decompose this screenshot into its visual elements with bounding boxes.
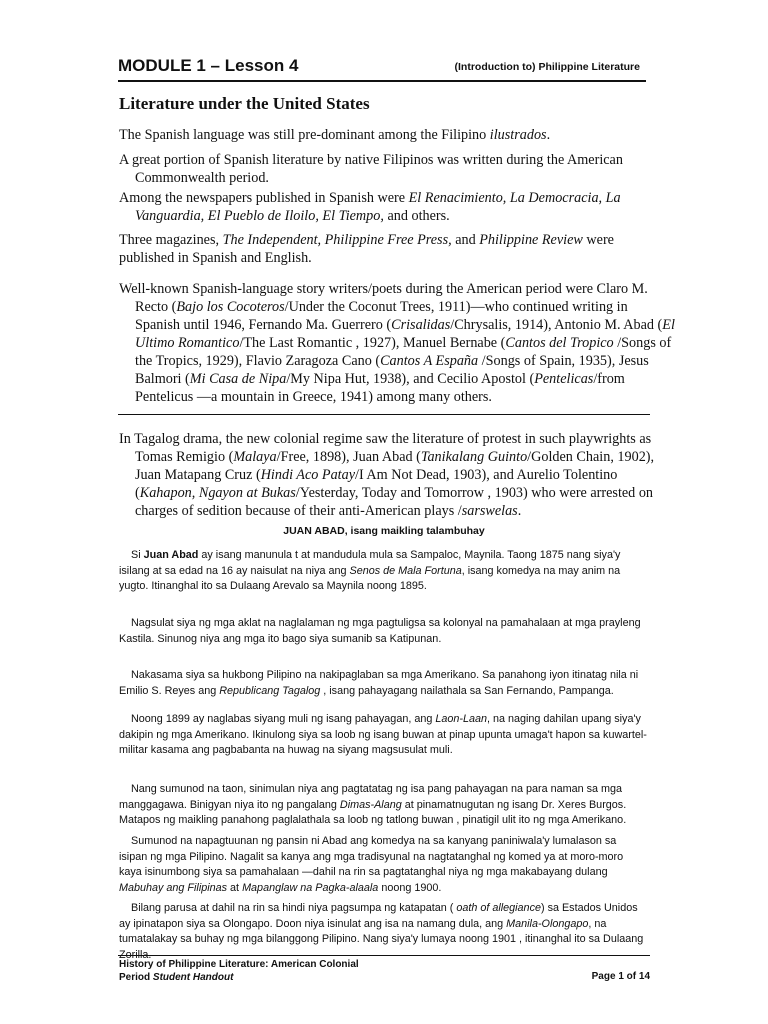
text-run: Nakasama siya sa hukbong Pilipino na nakipaglaban sa mga Amerikano. Sa panahong iyon itinatag nila ni Emilio S. Reyes ang [119, 669, 639, 697]
text-run-italic: Senos de Mala Fortuna [349, 564, 462, 577]
text-run: and others. [383, 208, 450, 224]
bio-paragraph [119, 712, 647, 759]
bio-paragraph [119, 668, 647, 699]
bio-paragraph [119, 548, 647, 595]
text-run: In Tagalog drama, the new colonial regime saw the literature of protest in such playwrights as Tomas Remigio ( [119, 431, 652, 465]
text-run: The Spanish language was still pre-dominant among the Filipino [119, 127, 490, 143]
text-run: Nagsulat siya ng mga aklat na naglalaman ng mga pagtuligsa sa kolonyal na pamahalaan at mga prayleng Kastila. Sinunog niya ang mga ito bago siya sumanib sa Katipunan. [119, 617, 641, 645]
text-run: /Songs of the Tropics, 1929), Flavio Zaragoza Cano ( [135, 335, 672, 369]
text-run-italic: Student Handout [152, 972, 234, 983]
text-run-italic: Manila-Olongapo [506, 917, 589, 930]
page-header [118, 54, 646, 82]
text-run: Nang sumunod na taon, sinimulan niya ang pagtatatag ng isa pang pahayagan na para naman sa mga manggagawa. Binigyan niya ito ng pangalang [119, 783, 623, 811]
text-run-italic: El Ultimo Romantico [135, 317, 675, 351]
subject-label: (Introduction to) Philippine Literature [454, 61, 640, 73]
text-run: ) sa Estados Unidos ay ipinatapon siya sa Olongapo. Doon niya isinulat ang isa na namang dula, ang [119, 902, 638, 930]
text-run: /Yesterday, Today and Tomorrow , 1903) who were arrested on charges of sedition because of their anti-American plays / [135, 485, 654, 519]
text-run: Period [119, 972, 153, 983]
text-run: Si [131, 549, 144, 561]
text-run: Among the newspapers published in Spanish were [119, 190, 409, 206]
text-run-italic: ilustrados [489, 127, 547, 143]
text-run-italic: El Renacimiento, La Democracia, La Vanguardia, El Pueblo de Iloilo, El Tiempo, [135, 190, 621, 224]
text-run: /Songs of Spain, 1935), Jesus Balmori ( [135, 353, 649, 387]
text-run: , isang pahayagang nailathala sa San Fernando, Pampanga. [320, 684, 614, 697]
text-run: , na naging dahilan upang siya'y dakipin ng mga Amerikano. Ikinulong siya sa loob ng isang buwan at pinap upunta umaga't hapon sa kuwartel-militar kasama ang pagbabanta na huwag na siyang magsusulat muli. [119, 713, 647, 756]
text-run: at pinamatnugutan ng isang Dr. Xeres Burgos. Matapos ng maikling panahong paglalathala sa loob ng tatlong buwan , pinatigil ulit ito ng mga Amerikano. [119, 798, 627, 826]
text-run: Sumunod na napagtuunan ng pansin ni Abad ang komedya na sa kanyang paniniwala'y lumalason sa isipan ng mga Pilipino. Nagalit sa kanya ang mga tradisyunal na nagtatanghal ng komed ya at moro-moro kaya isinumbong siya sa pamahalaan —dahil na rin sa pagtatanghal niya ng mga makabayang dulang [119, 835, 624, 878]
footer-line-2 [119, 971, 419, 984]
text-run: were published in Spanish and English. [119, 232, 614, 266]
text-run-italic: sarswelas [461, 503, 518, 519]
bio-paragraph [119, 834, 647, 896]
text-run-italic: Kahapon, Ngayon at Bukas [139, 485, 296, 501]
text-run-italic: oath of allegiance [456, 902, 541, 914]
text-run: /Free, 1898), Juan Abad ( [276, 449, 421, 465]
text-run: Well-known Spanish-language story writers/poets during the American period were Claro M. Recto ( [119, 281, 648, 315]
text-run: /Chrysalis, 1914), Antonio M. Abad ( [450, 317, 663, 333]
text-run-italic: Mi Casa de Nipa [189, 371, 287, 387]
text-run: /Golden Chain, 1902), Juan Matapang Cruz ( [135, 449, 655, 483]
text-run-italic: Tanikalang Guinto [420, 449, 528, 465]
text-run-italic: Cantos del Tropico [505, 335, 614, 351]
text-run-italic: Mapanglaw na Pagka-alaala [242, 881, 379, 894]
text-run: Three magazines, [119, 232, 223, 248]
text-run-italic: Mabuhay ang Filipinas [119, 881, 228, 894]
footer-line-1: History of Philippine Literature: American Colonial [119, 959, 359, 970]
text-run: /I Am Not Dead, 1903), and Aurelio Tolentino ( [135, 467, 618, 501]
text-run-italic: Republicang Tagalog [219, 684, 321, 697]
text-run-italic: Malaya [233, 449, 277, 465]
text-run-italic: Hindi Aco Patay [260, 467, 355, 483]
text-run-italic: Cantos A España [380, 353, 479, 369]
paragraph-magazines [119, 231, 659, 267]
bio-paragraph [119, 782, 647, 829]
bio-paragraph [119, 616, 647, 647]
text-run: and [451, 232, 480, 248]
text-run: . [517, 503, 522, 519]
footer-course-title [119, 958, 419, 984]
paragraph-tagalog-drama [119, 430, 675, 520]
footer-divider [118, 955, 650, 956]
text-run-italic: Bajo los Cocoteros [176, 299, 285, 315]
section-title: Literature under the United States [119, 94, 370, 113]
text-run: , na tumatalakay sa buhay ng mga bilanggong Pilipino. Nang siya'y lumaya noong 1901 , itinanghal ito sa Dulaang Zorilla. [119, 917, 644, 961]
section-divider [118, 414, 650, 415]
paragraph-ilustrados [119, 126, 659, 144]
text-run-italic: Philippine Review [479, 232, 583, 248]
text-run-italic: Laon-Laan [435, 713, 487, 725]
text-run: ay isang manunula t at mandudula mula sa Sampaloc, Maynila. Taong 1875 nang siya'y isilang at sa edad na 16 ay naisulat na niya ang [119, 549, 621, 577]
text-run: , isang komedya na may anim na yugto. Itinanghal ito sa Dulaang Arevalo sa Maynila noong 1895. [119, 564, 621, 592]
text-run: Bilang parusa at dahil na rin sa hindi niya pagsumpa ng katapatan ( [131, 902, 457, 914]
text-run-italic: Dimas-Alang [339, 798, 402, 811]
paragraph-commonwealth: A great portion of Spanish literature by native Filipinos was written during the American Commonwealth period. [119, 152, 623, 186]
paragraph-newspapers [119, 189, 675, 225]
bio-title: JUAN ABAD, isang maikling talambuhay [283, 525, 485, 537]
bio-paragraph [119, 901, 647, 963]
text-run: /My Nipa Hut, 1938), and Cecilio Apostol ( [286, 371, 535, 387]
text-run: . [546, 127, 551, 143]
text-run: Noong 1899 ay naglabas siyang muli ng isang pahayagan, ang [131, 713, 436, 725]
text-run: noong 1900. [378, 881, 442, 894]
text-run-italic: Pentelicas [534, 371, 594, 387]
text-run-italic: Crisalidas [391, 317, 451, 333]
text-run-italic: The Independent, Philippine Free Press, [222, 232, 452, 248]
paragraph-writers-poets [119, 280, 675, 406]
text-run: /The Last Romantic , 1927), Manuel Bernabe ( [239, 335, 506, 351]
text-run-bold: Juan Abad [143, 549, 199, 561]
text-run: /Under the Coconut Trees, 1911)—who continued writing in Spanish until 1946, Fernando Ma. Guerrero ( [135, 299, 628, 333]
text-run: /from Pentelicus —a mountain in Greece, 1941) among many others. [135, 371, 625, 405]
module-label: MODULE 1 – Lesson 4 [118, 56, 299, 75]
text-run: at [227, 881, 243, 894]
page-number: Page 1 of 14 [591, 971, 650, 982]
